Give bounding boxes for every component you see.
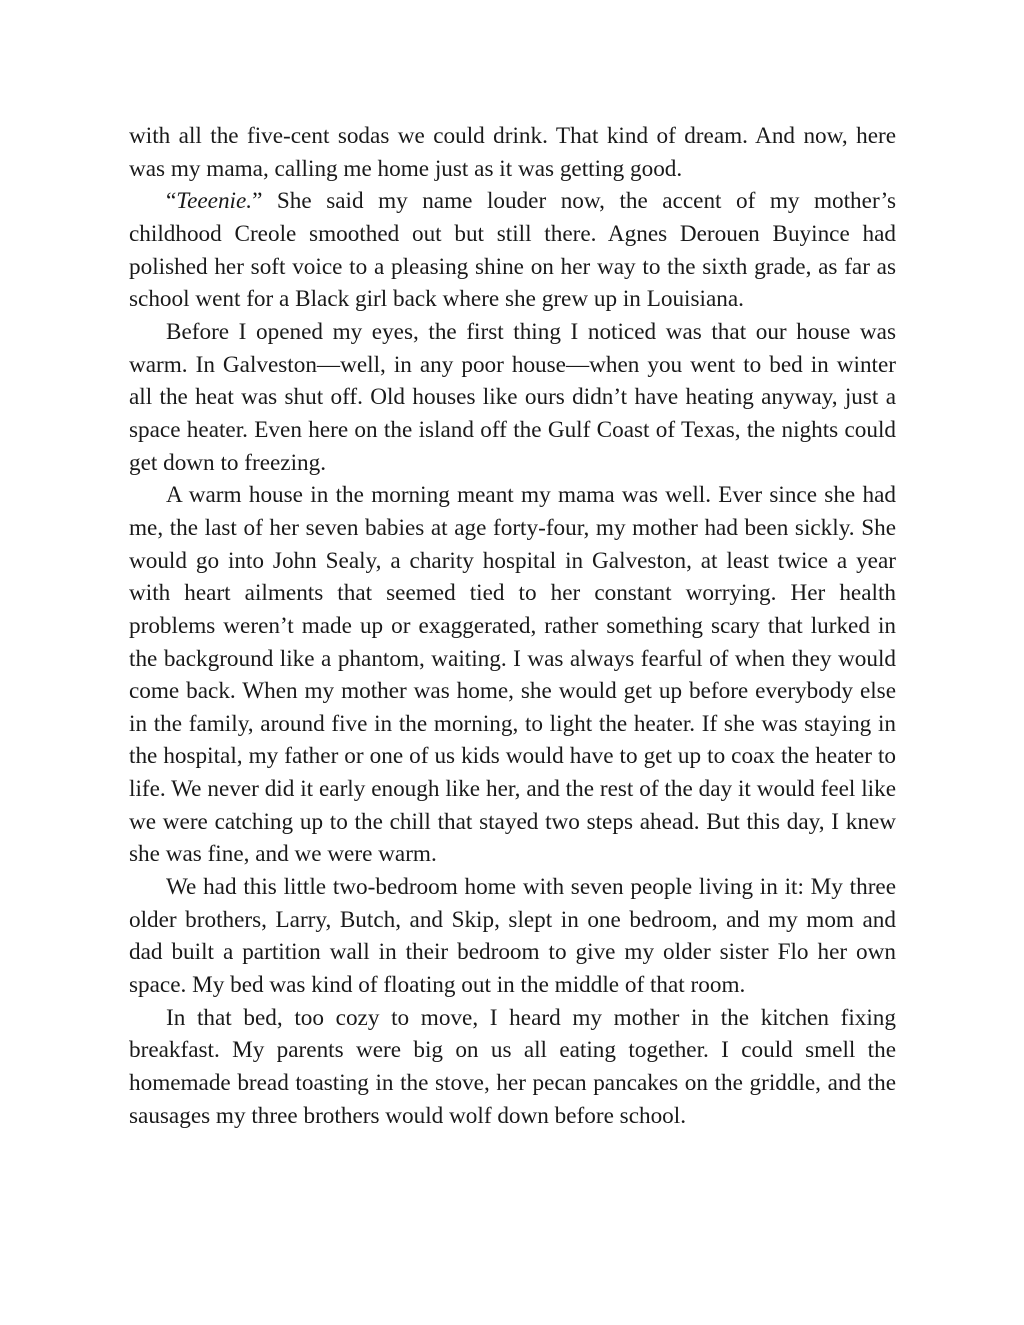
paragraph-4-text: A warm house in the morning meant my mama was well. Ever since she had me, the last of her seven babies at age forty-four, my mother had been sickly. She would go into John Sealy, a charity hospital in Galveston, at least twice a year with heart ailments that seemed tied to her constant worrying. Her health problems weren’t made up or exaggerated, rather something scary that lurked in the background like a phantom, waiting. I was always fearful of when they would come back. When my mother was home, she would get up before everybody else in the family, around five in the morning, to light the heater. If she was staying in the hospital, my father or one of us kids would have to get up to coax the heater to life. We never did it early enough like her, and the rest of the day it would feel like we were catching up to the chill that stayed two steps ahead. But this day, I knew she was fine, and we were warm. (129, 482, 896, 868)
quote-open: “ (166, 188, 177, 215)
paragraph-3-text: Before I opened my eyes, the first thing I noticed was that our house was warm. In Galveston—well, in any poor house—when you went to bed in winter all the heat was shut off. Old houses like ours didn’t have heating anyway, just a space heater. Even here on the island off the Gulf Coast of Texas, the nights could get down to freezing. (129, 318, 896, 476)
paragraph-2-text: She said my name louder now, the accent of my mother’s childhood Creole smoothed out but still there. Agnes Derouen Buyince had polished her soft voice to a pleasing shine on her way to the sixth grade, as far as school went for a Black girl back where she grew up in Louisiana. (129, 188, 896, 313)
paragraph-1 (129, 120, 896, 185)
paragraph-6-text: In that bed, too cozy to move, I heard my mother in the kitchen fixing breakfast. My parents were big on us all eating together. I could smell the homemade bread toasting in the stove, her pecan pancakes on the griddle, and the sausages my three brothers would wolf down before school. (129, 1004, 896, 1129)
paragraph-3 (129, 316, 896, 479)
paragraph-6 (129, 1002, 896, 1133)
paragraph-1-text: with all the five-cent sodas we could drink. That kind of dream. And now, here was my mama, calling me home just as it was getting good. (129, 123, 896, 182)
quote-close: ” (252, 188, 263, 215)
paragraph-5 (129, 871, 896, 1002)
paragraph-2 (129, 185, 896, 316)
book-page (129, 120, 896, 1132)
paragraph-5-text: We had this little two-bedroom home with seven people living in it: My three older brothers, Larry, Butch, and Skip, slept in one bedroom, and my mom and dad built a partition wall in their bedroom to give my older sister Flo her own space. My bed was kind of floating out in the middle of that room. (129, 874, 896, 999)
paragraph-4 (129, 479, 896, 871)
name-call-italic: Teeenie. (176, 188, 253, 215)
